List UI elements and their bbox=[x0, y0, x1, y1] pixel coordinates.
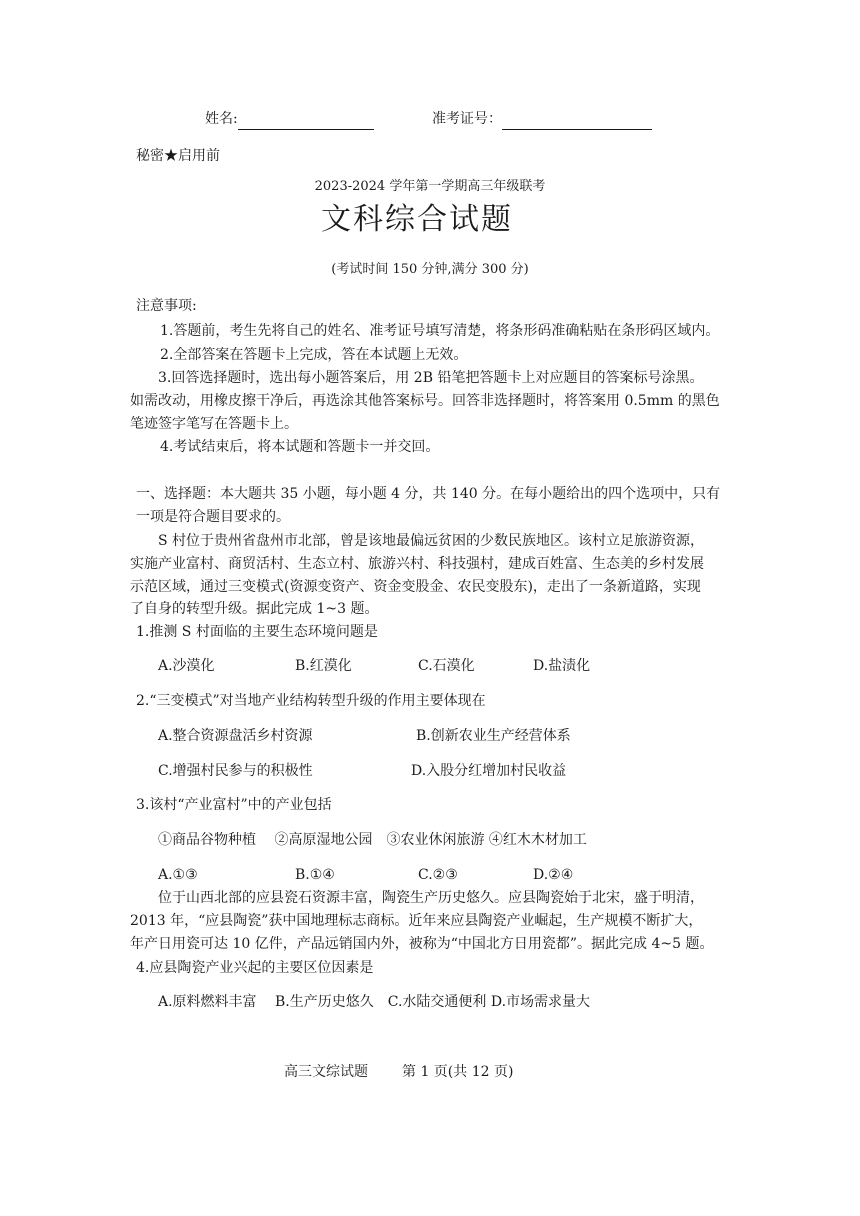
ticket-blank-line bbox=[502, 113, 652, 130]
notice-item: 如需改动，用橡皮擦干净后，再选涂其他答案标号。回答非选择题时，将答案用 0.5mm 的黑色 bbox=[130, 393, 720, 409]
ticket-field bbox=[432, 108, 652, 130]
q2-option-b: B.创新农业生产经营体系 bbox=[416, 728, 571, 744]
question-4-stem: 4.应县陶瓷产业兴起的主要区位因素是 bbox=[136, 960, 374, 976]
question-2-stem: 2.“三变模式”对当地产业结构转型升级的作用主要体现在 bbox=[136, 693, 486, 709]
name-blank-line bbox=[238, 113, 374, 130]
notice-item: 1.答题前，考生先将自己的姓名、准考证号填写清楚，将条形码准确粘贴在条形码区域内。 bbox=[160, 323, 720, 339]
q3-option-a: A.①③ bbox=[158, 867, 198, 883]
passage-line: S 村位于贵州省盘州市北部，曾是该地最偏远贫困的少数民族地区。该村立足旅游资源， bbox=[158, 533, 705, 549]
question-1-stem: 1.推测 S 村面临的主要生态环境问题是 bbox=[136, 624, 378, 640]
confidential-mark: 秘密★启用前 bbox=[136, 148, 220, 164]
q1-option-d: D.盐渍化 bbox=[533, 658, 591, 674]
notice-item: 3.回答选择题时，选出每小题答案后，用 2B 铅笔把答题卡上对应题目的答案标号涂黑。 bbox=[158, 370, 704, 386]
passage-line: 位于山西北部的应县瓷石资源丰富，陶瓷生产历史悠久。应县陶瓷始于北宋，盛于明清， bbox=[158, 890, 704, 906]
passage-line: 年产日用瓷可达 10 亿件，产品远销国内外，被称为“中国北方日用瓷都”。据此完成 4~5 题。 bbox=[130, 936, 714, 952]
passage-line: 了自身的转型升级。据此完成 1~3 题。 bbox=[130, 601, 379, 617]
footer-subject: 高三文综试题 bbox=[284, 1064, 368, 1080]
q3-option-b: B.①④ bbox=[295, 867, 335, 883]
q2-option-a: A.整合资源盘活乡村资源 bbox=[158, 728, 313, 744]
q2-option-c: C.增强村民参与的积极性 bbox=[158, 763, 313, 779]
q1-option-a: A.沙漠化 bbox=[158, 658, 215, 674]
exam-title: 文科综合试题 bbox=[321, 202, 513, 237]
notice-item: 2.全部答案在答题卡上完成，答在本试题上无效。 bbox=[160, 347, 468, 363]
q3-option-d: D.②④ bbox=[533, 867, 574, 883]
q1-option-b: B.红漠化 bbox=[295, 658, 352, 674]
exam-subtitle: 2023-2024 学年第一学期高三年级联考 bbox=[314, 179, 546, 194]
passage-line: 示范区域，通过三变模式(资源变资产、资金变股金、农民变股东)，走出了一条新道路，实现 bbox=[130, 579, 701, 595]
q4-options: A.原料燃料丰富 B.生产历史悠久 C.水陆交通便利 D.市场需求量大 bbox=[158, 994, 591, 1010]
ticket-label: 准考证号： bbox=[432, 111, 502, 127]
notice-item: 笔迹签字笔写在答题卡上。 bbox=[130, 416, 298, 432]
section-heading-cont: 一项是符合题目要求的。 bbox=[136, 509, 290, 525]
q3-items: ①商品谷物种植 ②高原湿地公园 ③农业休闲旅游 ④红木木材加工 bbox=[158, 832, 587, 848]
name-label: 姓名: bbox=[205, 111, 238, 127]
question-3-stem: 3.该村“产业富村”中的产业包括 bbox=[136, 797, 332, 813]
q2-option-d: D.入股分红增加村民收益 bbox=[411, 763, 567, 779]
notice-heading: 注意事项: bbox=[136, 298, 197, 314]
passage-line: 2013 年，“应县陶瓷”获中国地理标志商标。近年来应县陶瓷产业崛起，生产规模不断扩大， bbox=[130, 913, 703, 929]
q1-option-c: C.石漠化 bbox=[418, 658, 475, 674]
exam-time-note: (考试时间 150 分钟,满分 300 分) bbox=[331, 262, 529, 277]
section-heading: 一、选择题：本大题共 35 小题，每小题 4 分，共 140 分。在每小题给出的四个选项中，只有 bbox=[136, 486, 721, 502]
name-field bbox=[205, 108, 374, 130]
q3-option-c: C.②③ bbox=[418, 867, 458, 883]
footer-page-number: 第 1 页(共 12 页) bbox=[402, 1064, 514, 1080]
notice-item: 4.考试结束后，将本试题和答题卡一并交回。 bbox=[160, 439, 440, 455]
passage-line: 实施产业富村、商贸活村、生态立村、旅游兴村、科技强村，建成百姓富、生态美的乡村发展 bbox=[130, 556, 704, 572]
